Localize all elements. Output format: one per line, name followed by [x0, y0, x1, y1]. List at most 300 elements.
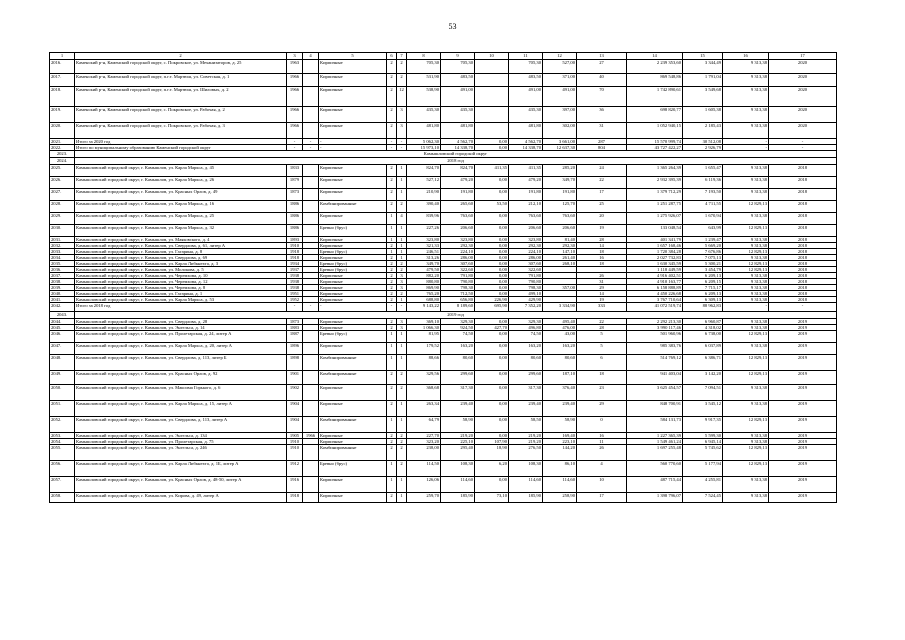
cell-lim: 9 313,38: [723, 74, 769, 87]
cell-res: 23: [577, 385, 627, 401]
cell-res: 14: [577, 243, 627, 249]
cell-sp: 5 745,62: [683, 445, 723, 461]
cell-c: 0,00: [475, 319, 509, 325]
cell-e: 80,60: [543, 355, 577, 371]
cell-e: 476,00: [543, 325, 577, 331]
cell-res: 27: [577, 60, 627, 74]
row-number: 2055.: [50, 445, 75, 461]
cell-c: 0,00: [475, 343, 509, 355]
cell-year: 1910: [287, 243, 303, 249]
cell-d: 790,80: [509, 279, 543, 285]
cell-c: 0,00: [475, 291, 509, 297]
cell-c4: [303, 107, 319, 123]
column-number: 8: [407, 53, 441, 60]
cell-c4: [303, 177, 319, 189]
address-cell: Камышловский городской округ, г. Камышлов, ул. Черемхова, д. 8: [75, 285, 287, 291]
cell-e: 527,00: [543, 60, 577, 74]
row-number: 2048.: [50, 355, 75, 371]
cell-year: 1966: [287, 123, 303, 139]
cell-c: 0,00: [475, 417, 509, 433]
cell-res: 333: [577, 303, 627, 312]
cell-res: 17: [577, 189, 627, 201]
cell-en: 3: [397, 285, 407, 291]
cell-year: 1905: [287, 433, 303, 439]
cell-d: 4 562,70: [509, 139, 543, 145]
address-cell: Камышловский городской округ, г. Камышлов, ул. Свердлова, д. 113, литер Б: [75, 355, 287, 371]
cell-e: 144,20: [543, 445, 577, 461]
cell-e: 187,10: [543, 371, 577, 385]
row-number: 2034.: [50, 255, 75, 261]
row-number: 2058.: [50, 493, 75, 503]
cell-en: -: [397, 139, 407, 145]
cell-lim: 9 313,38: [723, 87, 769, 107]
cell-fl: 1: [387, 213, 397, 225]
cell-res: 6: [577, 355, 627, 371]
cell-cost: 869 548,86: [627, 74, 683, 87]
cell-plan: 2019: [769, 439, 837, 445]
row-number: 2017.: [50, 74, 75, 87]
row-number: 2021.: [50, 139, 75, 145]
cell-sp: 9 917,35: [683, 417, 723, 433]
cell-a: 5 062,30: [407, 139, 441, 145]
address-cell: Камышловский городской округ, г. Камышлов, ул. Свердлова, д. 28: [75, 319, 287, 325]
cell-en: -: [397, 303, 407, 312]
cell-cost: 1 118 449,59: [627, 267, 683, 273]
cell-b: 705,30: [441, 60, 475, 74]
column-number: 2: [75, 53, 287, 60]
section-row: [50, 158, 837, 165]
row-number: 2016.: [50, 60, 75, 74]
cell-cost: 1 251 287,75: [627, 201, 683, 213]
cell-mat: Кирпичные: [319, 343, 387, 355]
cell-lim: 12 829,13: [723, 461, 769, 477]
column-number: 5: [319, 53, 387, 60]
cell-e: 81,40: [543, 237, 577, 243]
cell-d: 435,30: [509, 107, 543, 123]
cell-e: 86,10: [543, 461, 577, 477]
cell-e: 258,90: [543, 493, 577, 503]
cell-lim: -: [723, 139, 769, 145]
cell-mat: Кирпичные: [319, 297, 387, 303]
cell-d: 481,80: [509, 123, 543, 139]
cell-year: 1938: [287, 285, 303, 291]
column-number-row: [50, 53, 837, 60]
row-number: 2043.: [50, 312, 75, 319]
row-number: 2030.: [50, 225, 75, 237]
cell-lim: 12 829,13: [723, 261, 769, 267]
address-cell: Камышловский городской округ, г. Камышлов, ул. Маяковского, д. 4: [75, 237, 287, 243]
cell-mat: Кирпичные: [319, 177, 387, 189]
cell-mat: Бревно (брус): [319, 261, 387, 267]
cell-year: 1910: [287, 439, 303, 445]
table-row: [50, 303, 837, 312]
cell-res: 5: [577, 343, 627, 355]
row-number: 2023.: [50, 151, 75, 158]
cell-b: 924,50: [441, 325, 475, 331]
cell-mat: Комбинированные: [319, 417, 387, 433]
cell-b: 307,60: [441, 261, 475, 267]
cell-year: 1937: [287, 267, 303, 273]
cell-c: 427,70: [475, 325, 509, 331]
cell-c4: [303, 201, 319, 213]
cell-en: 1: [397, 477, 407, 493]
cell-lim: 9 313,38: [723, 177, 769, 189]
cell-e: 239,40: [543, 401, 577, 417]
cell-year: 1910: [287, 445, 303, 461]
cell-c: 6,20: [475, 461, 509, 477]
cell-b: 219,20: [441, 433, 475, 439]
cell-d: 286,00: [509, 255, 543, 261]
cell-mat: Кирпичные: [319, 60, 387, 74]
cell-fl: -: [387, 303, 397, 312]
row-number: 2050.: [50, 385, 75, 401]
cell-mat: -: [319, 145, 387, 151]
row-number: 2040.: [50, 291, 75, 297]
table-row: [50, 60, 837, 74]
address-cell: Камышловский городской округ, г. Камышлов, ул. Красных Орлов, д. 49: [75, 189, 287, 201]
cell-d: 212,10: [509, 201, 543, 213]
cell-sp: 7 715,17: [683, 285, 723, 291]
cell-lim: 9 313,38: [723, 325, 769, 331]
cell-res: 31: [577, 123, 627, 139]
cell-c4: [303, 225, 319, 237]
cell-d: 323,80: [509, 237, 543, 243]
cell-fl: 2: [387, 285, 397, 291]
cell-e: 491,00: [543, 87, 577, 107]
cell-d: 114,60: [509, 477, 543, 493]
cell-cost: 1 379 712,29: [627, 189, 683, 201]
cell-plan: 2018: [769, 189, 837, 201]
cell-fl: 2: [387, 201, 397, 213]
cell-year: 1966: [287, 107, 303, 123]
cell-mat: Кирпичные: [319, 433, 387, 439]
cell-a: 479,50: [407, 267, 441, 273]
cell-c4: [303, 385, 319, 401]
row-number: 2045.: [50, 325, 75, 331]
cell-res: 18: [577, 261, 627, 267]
cell-c4: [303, 123, 319, 139]
cell-en: 1: [397, 243, 407, 249]
cell-c: 0,00: [475, 189, 509, 201]
cell-cost: 514 769,12: [627, 355, 683, 371]
address-cell: Камышловский городской округ, г. Камышлов, ул. Карла Либкнехта, д. 3: [75, 261, 287, 267]
cell-plan: 2018: [769, 177, 837, 189]
cell-en: 3: [397, 279, 407, 285]
cell-lim: 9 313,38: [723, 123, 769, 139]
cell-b: 763,60: [441, 213, 475, 225]
cell-mat: Кирпичные: [319, 237, 387, 243]
cell-e: 12 637,30: [543, 145, 577, 151]
row-number: 2036.: [50, 267, 75, 273]
cell-sp: 1 791,04: [683, 74, 723, 87]
cell-lim: 9 313,38: [723, 213, 769, 225]
address-cell: Камышловский городской округ, г. Камышлов, ул. Черемхова, д. 12: [75, 279, 287, 285]
cell-fl: 1: [387, 417, 397, 433]
cell-c: 226,90: [475, 297, 509, 303]
cell-plan: 2020: [769, 60, 837, 74]
cell-sp: 6 960,87: [683, 319, 723, 325]
cell-c: 0,00: [475, 371, 509, 385]
cell-cost: 1 549 461,24: [627, 439, 683, 445]
cell-en: 2: [397, 267, 407, 273]
table-row: [50, 107, 837, 123]
cell-sp: 3 454,79: [683, 267, 723, 273]
cell-year: 1883: [287, 325, 303, 331]
cell-c: 0,00: [475, 213, 509, 225]
cell-lim: 12 829,13: [723, 249, 769, 255]
cell-lim: -: [723, 303, 769, 312]
cell-sp: 6 309,13: [683, 297, 723, 303]
cell-b: 8 189,60: [441, 303, 475, 312]
cell-res: 18: [577, 371, 627, 385]
cell-sp: 3 545,12: [683, 401, 723, 417]
cell-mat: Кирпичные: [319, 279, 387, 285]
cell-year: 1896: [287, 343, 303, 355]
cell-cost: 560 770,60: [627, 461, 683, 477]
cell-year: 1916: [287, 477, 303, 493]
cell-c: 0,00: [475, 249, 509, 255]
row-number: 2033.: [50, 249, 75, 255]
cell-cost: 487 715,44: [627, 477, 683, 493]
cell-fl: 2: [387, 107, 397, 123]
cell-mat: -: [319, 139, 387, 145]
cell-lim: 9 313,38: [723, 291, 769, 297]
cell-cost: 1 365 264,39: [627, 165, 683, 177]
row-number: 2031.: [50, 237, 75, 243]
cell-en: 3: [397, 319, 407, 325]
cell-d: 763,60: [509, 213, 543, 225]
cell-sp: 6 037,89: [683, 343, 723, 355]
cell-d: 191,80: [509, 189, 543, 201]
address-cell: Камышловский городской округ, г. Камышлов, ул. Энгельса, д. 14: [75, 325, 287, 331]
cell-b: 206,60: [441, 225, 475, 237]
cell-e: 371,00: [543, 74, 577, 87]
cell-fl: 2: [387, 433, 397, 439]
cell-sp: 2 926,79: [683, 145, 723, 151]
cell-plan: 2018: [769, 201, 837, 213]
row-number: 2037.: [50, 273, 75, 279]
cell-fl: 2: [387, 123, 397, 139]
cell-sp: 2 185,43: [683, 123, 723, 139]
cell-sp: 3 344,49: [683, 60, 723, 74]
cell-lim: 12 829,13: [723, 201, 769, 213]
cell-fl: 2: [387, 291, 397, 297]
cell-en: 2: [397, 385, 407, 401]
cell-sp: 7 193,50: [683, 189, 723, 201]
cell-a: 531,90: [407, 74, 441, 87]
cell-en: 2: [397, 433, 407, 439]
cell-a: 263,34: [407, 401, 441, 417]
cell-mat: Бревно (брус): [319, 331, 387, 343]
cell-year: 1886: [287, 201, 303, 213]
address-cell: Камышловский городской округ, г. Камышлов, ул. Карла Либкнехта, д. 1Б, литер А: [75, 461, 287, 477]
cell-b: 239,40: [441, 401, 475, 417]
cell-plan: 2020: [769, 107, 837, 123]
address-cell: Итого за 2020 год: [75, 139, 287, 145]
cell-cost: 848 700,91: [627, 401, 683, 417]
cell-cost: 1 720 384,28: [627, 249, 683, 255]
cell-d: 108,30: [509, 461, 543, 477]
cell-cost: 3 625 454,57: [627, 385, 683, 401]
cell-sp: 6 209,15: [683, 279, 723, 285]
cell-d: 206,60: [509, 225, 543, 237]
address-cell: Камышловский городской округ, г. Камышлов, ул. Энгельса, д. 246: [75, 445, 287, 461]
cell-en: -: [397, 145, 407, 151]
cell-c: 0,00: [475, 273, 509, 279]
cell-res: 16: [577, 433, 627, 439]
address-cell: Камышловский городской округ, г. Камышлов, ул. Пролетарская, д. 75: [75, 439, 287, 445]
table-row: [50, 331, 837, 343]
cell-c4: [303, 74, 319, 87]
cell-lim: 9 313,38: [723, 319, 769, 325]
cell-b: 435,30: [441, 107, 475, 123]
cell-e: 3 661,00: [543, 139, 577, 145]
cell-e: 191,80: [543, 189, 577, 201]
cell-en: 1: [397, 355, 407, 371]
cell-e: 261,40: [543, 255, 577, 261]
cell-cost: 2 292 213,30: [627, 319, 683, 325]
cell-b: 185,90: [441, 493, 475, 503]
cell-e: 169,40: [543, 433, 577, 439]
row-number: 2039.: [50, 285, 75, 291]
cell-res: 36: [577, 107, 627, 123]
cell-year: 1873: [287, 319, 303, 325]
address-cell: Камышловский городской округ, г. Камышлов, ул. Кирова, д. 49, литер А: [75, 493, 287, 503]
row-number: 2054.: [50, 439, 75, 445]
cell-fl: 2: [387, 445, 397, 461]
cell-cost: 3 767 710,64: [627, 297, 683, 303]
table-row: [50, 461, 837, 477]
cell-a: 880,80: [407, 279, 441, 285]
cell-plan: 2019: [769, 477, 837, 493]
cell-a: 349,70: [407, 261, 441, 267]
cell-sp: 7 524,45: [683, 493, 723, 503]
cell-lim: 12 829,13: [723, 267, 769, 273]
address-cell: Каменский р-н, Каменский городской округ, с. Покровское, ул. Механизаторов, д. 25: [75, 60, 287, 74]
cell-a: 323,20: [407, 439, 441, 445]
cell-mat: Комбинированные: [319, 445, 387, 461]
cell-b: 292,30: [441, 243, 475, 249]
cell-c: 0,00: [475, 225, 509, 237]
cell-b: 163,20: [441, 343, 475, 355]
row-number: 2019.: [50, 107, 75, 123]
cell-a: 369,10: [407, 319, 441, 325]
cell-mat: Комбинированные: [319, 371, 387, 385]
cell-lim: 9 313,38: [723, 439, 769, 445]
cell-en: 1: [397, 225, 407, 237]
address-cell: Камышловский городской округ, г. Камышлов, ул. Энгельса, д. 134: [75, 433, 287, 439]
cell-plan: 2018: [769, 255, 837, 261]
cell-c: 0,00: [475, 385, 509, 401]
cell-lim: 9 313,38: [723, 385, 769, 401]
cell-year: -: [287, 139, 303, 145]
row-number: 2018.: [50, 87, 75, 107]
cell-sp: 5 669,20: [683, 243, 723, 249]
cell-c: 0,00: [475, 261, 509, 267]
cell-year: 1918: [287, 249, 303, 255]
cell-b: 322,60: [441, 267, 475, 273]
cell-res: 26: [577, 273, 627, 279]
cell-cost: 4 916 402,51: [627, 273, 683, 279]
cell-plan: 2019: [769, 331, 837, 343]
address-cell: Итого по муниципальному образованию Каменский городской округ: [75, 145, 287, 151]
row-number: 2020.: [50, 123, 75, 139]
cell-d: 80,60: [509, 355, 543, 371]
cell-res: 20: [577, 213, 627, 225]
cell-plan: 2019: [769, 401, 837, 417]
cell-b: 479,20: [441, 177, 475, 189]
cell-cost: 41 072 519,74: [627, 303, 683, 312]
cell-lim: 9 313,38: [723, 60, 769, 74]
cell-res: 29: [577, 401, 627, 417]
cell-year: 1952: [287, 297, 303, 303]
cell-mat: Кирпичные: [319, 291, 387, 297]
cell-plan: 2019: [769, 371, 837, 385]
column-number: 17: [769, 53, 837, 60]
cell-d: 7 352,20: [509, 303, 543, 312]
column-number: 3: [287, 53, 303, 60]
cell-cost: 2 932 395,39: [627, 177, 683, 189]
cell-en: 2: [397, 74, 407, 87]
cell-year: -: [287, 145, 303, 151]
cell-en: 2: [397, 291, 407, 297]
cell-c: [475, 123, 509, 139]
cell-year: 1879: [287, 177, 303, 189]
cell-fl: 2: [387, 261, 397, 267]
cell-c: 0,00: [475, 145, 509, 151]
cell-a: 869,90: [407, 285, 441, 291]
cell-mat: Кирпичные: [319, 189, 387, 201]
cell-plan: 2019: [769, 385, 837, 401]
cell-sp: 3 142,20: [683, 371, 723, 385]
cell-d: 791,80: [509, 273, 543, 279]
cell-cost: 4 910 163,77: [627, 279, 683, 285]
cell-sp: 1 655,47: [683, 165, 723, 177]
cell-b: 791,80: [441, 273, 475, 279]
table-row: [50, 343, 837, 355]
cell-lim: 9 313,38: [723, 297, 769, 303]
cell-year: 1893: [287, 237, 303, 243]
cell-lim: 12 829,13: [723, 225, 769, 237]
cell-c4: -: [303, 139, 319, 145]
cell-year: 1904: [287, 401, 303, 417]
cell-c: [475, 87, 509, 107]
table-row: [50, 385, 837, 401]
cell-plan: 2018: [769, 291, 837, 297]
table-row: [50, 201, 837, 213]
cell-c: 0,00: [475, 267, 509, 273]
cell-a: 824,70: [407, 165, 441, 177]
address-cell: Камышловский городской округ, г. Камышлов, ул. Гагарина, д. 8: [75, 249, 287, 255]
cell-mat: Кирпичные: [319, 243, 387, 249]
cell-sp: 88 962,83: [683, 303, 723, 312]
address-cell: Камышловский городской округ, г. Камышлов, ул. Карла Маркса, д. 26: [75, 177, 287, 189]
cell-b: 712,50: [441, 291, 475, 297]
cell-en: 2: [397, 371, 407, 385]
cell-c: 0,00: [475, 279, 509, 285]
cell-c: [475, 74, 509, 87]
cell-mat: Бревно (брус): [319, 267, 387, 273]
cell-mat: -: [319, 303, 387, 312]
cell-a: 527,12: [407, 177, 441, 189]
cell-b: 824,70: [441, 165, 475, 177]
cell-lim: 9 313,38: [723, 189, 769, 201]
cell-en: 1: [397, 177, 407, 189]
table-row: [50, 493, 837, 503]
cell-mat: Комбинированные: [319, 201, 387, 213]
table-row: [50, 74, 837, 87]
column-number: 13: [577, 53, 627, 60]
